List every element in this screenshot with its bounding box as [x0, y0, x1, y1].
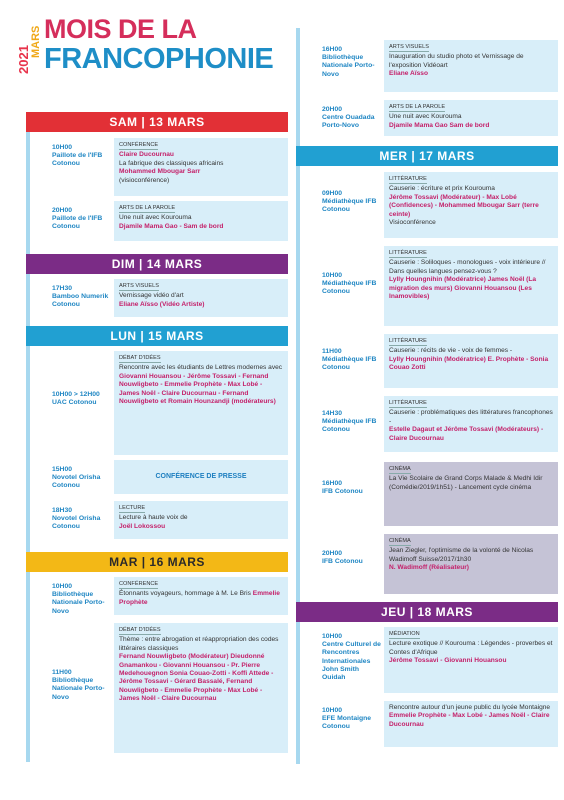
event-box: CONFÉRENCE Claire Ducournau La fabrique des classiques africains Mohammed Mbougar Sarr (visioconférence) — [114, 138, 288, 196]
year-badge — [16, 16, 44, 76]
event-box: DÉBAT D'IDÉES Rencontre avec les étudiants de Lettres modernes avec Giovanni Houansou - Jérôme Tossavi - Fernand Nouwligbeto - Emmelie Prophète - Max Lobé - James Noël - Claire Ducournau - Fernand Nouwligbeto et Romain Hounzandji (modérateurs) — [114, 351, 288, 455]
event-mar-top-1 — [296, 40, 558, 92]
event-mer-1 — [296, 172, 558, 238]
event-sam-1 — [26, 138, 288, 196]
event-box: LITTÉRATURE Causerie : problématiques des littératures francophones - Estelle Dagaut et Jérôme Tossavi (Modérateurs) - Claire Ducournau — [384, 396, 558, 452]
event-when: 10H00 > 12H00 UAC Cotonou — [52, 391, 100, 407]
event-sam-2 — [26, 201, 288, 241]
event-when: 11H00 Bibliothèque Nationale Porto-Novo — [52, 669, 105, 701]
day-band-sam: SAM | 13 MARS — [26, 112, 288, 132]
festival-header — [14, 10, 274, 80]
event-mer-4 — [296, 396, 558, 452]
day-band-mer: MER | 17 MARS — [296, 146, 558, 166]
event-when: 16H00 Bibliothèque Nationale Porto-Novo — [322, 46, 375, 78]
day-band-mar: MAR | 16 MARS — [26, 552, 288, 572]
event-box: LITTÉRATURE Causerie : récits de vie - voix de femmes - Lylly Houngnihin (Modératrice) E. Prophète - Sonia Couao Zotti — [384, 334, 558, 388]
event-box: LITTÉRATURE Causerie : Soliloques - monologues - voix intérieure // Dans quelles langues pensez-vous ? Lylly Houngnihin (Modératrice) James Noël (La migration des murs) Giovanni Houansou (Les Inamovibles) — [384, 246, 558, 326]
event-when: 20H00 IFB Cotonou — [322, 550, 363, 566]
event-when: 10H00 Paillote de l'IFB Cotonou — [52, 144, 103, 168]
event-box: CINÉMA Jean Ziegler, l'optimisme de la volonté de Nicolas Wadimoff Suisse/2017/1h30 N. Wadimoff (Réalisateur) — [384, 534, 558, 594]
event-lun-3 — [26, 501, 288, 539]
event-dim-1 — [26, 279, 288, 317]
press-conference-box: CONFÉRENCE DE PRESSE — [114, 460, 288, 494]
event-box: ARTS VISUELS Inauguration du studio photo et Vernissage de l'exposition Vidéoart Eliane Aïsso — [384, 40, 558, 92]
event-jeu-1 — [296, 627, 558, 693]
event-box: LITTÉRATURE Causerie : écriture et prix Kourouma Jérôme Tossavi (Modérateur) - Max Lobé (Confidences) - Mohammed Mbougar Sarr (terre ceinte) Visioconférence — [384, 172, 558, 238]
event-mer-3 — [296, 334, 558, 388]
event-when: 17H30 Bamboo Numerik Cotonou — [52, 285, 109, 309]
event-box: ARTS VISUELS Vernissage vidéo d'art Eliane Aïsso (Vidéo Artiste) — [114, 279, 288, 317]
event-mer-5 — [296, 462, 558, 526]
title-line-1: MOIS DE LA — [44, 14, 197, 44]
event-when: 10H00 EFE Montaigne Cotonou — [322, 707, 372, 731]
day-band-dim: DIM | 14 MARS — [26, 254, 288, 274]
event-when: 10H00 Bibliothèque Nationale Porto-Novo — [52, 583, 105, 615]
event-mar-1 — [26, 577, 288, 615]
event-box: ARTS DE LA PAROLE Une nuit avec Kourouma Djamile Mama Gao Sam de bord — [384, 100, 558, 136]
event-lun-2 — [26, 460, 288, 494]
event-box: LECTURE Lecture à haute voix de Joël Lokossou — [114, 501, 288, 539]
event-box: MÉDIATION Lecture exotique // Kourouma : Légendes - proverbes et Contes d'Afrique Jérôme Tossavi - Giovanni Houansou — [384, 627, 558, 693]
event-when: 10H00 Médiathèque IFB Cotonou — [322, 272, 377, 296]
event-when: 15H00 Novotel Orisha Cotonou — [52, 466, 101, 490]
month-label: MARS — [30, 25, 42, 58]
event-when: 20H00 Centre Ouadada Porto-Novo — [322, 106, 375, 130]
event-when: 14H30 Médiathèque IFB Cotonou — [322, 410, 377, 434]
year-label: 2021 — [16, 45, 31, 74]
event-box: DÉBAT D'IDÉES Thème : entre abrogation et réappropriation des codes littéraires classiques Fernand Nouwligbeto (Modérateur) Dieudonné Gnamankou - Giovanni Houansou - Pr. Pierre Medehouegnon Sonia Couao-Zotti - Koffi Attede - Jérôme Tossavi - Gérard Bassalé, Fernand Nouwligbeto - Emmelie Prophète - Max Lobé - James Noël - Claire Ducournau — [114, 623, 288, 753]
event-mer-6 — [296, 534, 558, 594]
title-line-2: FRANCOPHONIE — [44, 43, 274, 75]
event-mar-2 — [26, 623, 288, 753]
day-band-jeu: JEU | 18 MARS — [296, 602, 558, 622]
event-when: 16H00 IFB Cotonou — [322, 480, 363, 496]
event-mer-2 — [296, 246, 558, 326]
event-box: CINÉMA La Vie Scolaire de Grand Corps Malade & Medhi Idir (Comédie/2019/1h51) - Lancement cycle cinéma — [384, 462, 558, 526]
event-when: 18H30 Novotel Orisha Cotonou — [52, 507, 101, 531]
event-box: Rencontre autour d'un jeune public du lycée Montaigne Emmelie Prophète - Max Lobé - James Noël - Claire Ducournau — [384, 701, 558, 747]
event-when: 20H00 Paillote de l'IFB Cotonou — [52, 207, 103, 231]
event-box: ARTS DE LA PAROLE Une nuit avec Kourouma Djamile Mama Gao - Sam de bord — [114, 201, 288, 241]
event-when: 09H00 Médiathèque IFB Cotonou — [322, 190, 377, 214]
day-band-lun: LUN | 15 MARS — [26, 326, 288, 346]
event-mar-top-2 — [296, 100, 558, 136]
event-box: CONFÉRENCE Étonnants voyageurs, hommage à M. Le Bris Emmelie Prophète — [114, 577, 288, 615]
event-when: 10H00 Centre Culturel de Rencontres Internationales John Smith Ouidah — [322, 633, 381, 682]
event-jeu-2 — [296, 701, 558, 747]
event-when: 11H00 Médiathèque IFB Cotonou — [322, 348, 377, 372]
event-lun-1 — [26, 351, 288, 455]
